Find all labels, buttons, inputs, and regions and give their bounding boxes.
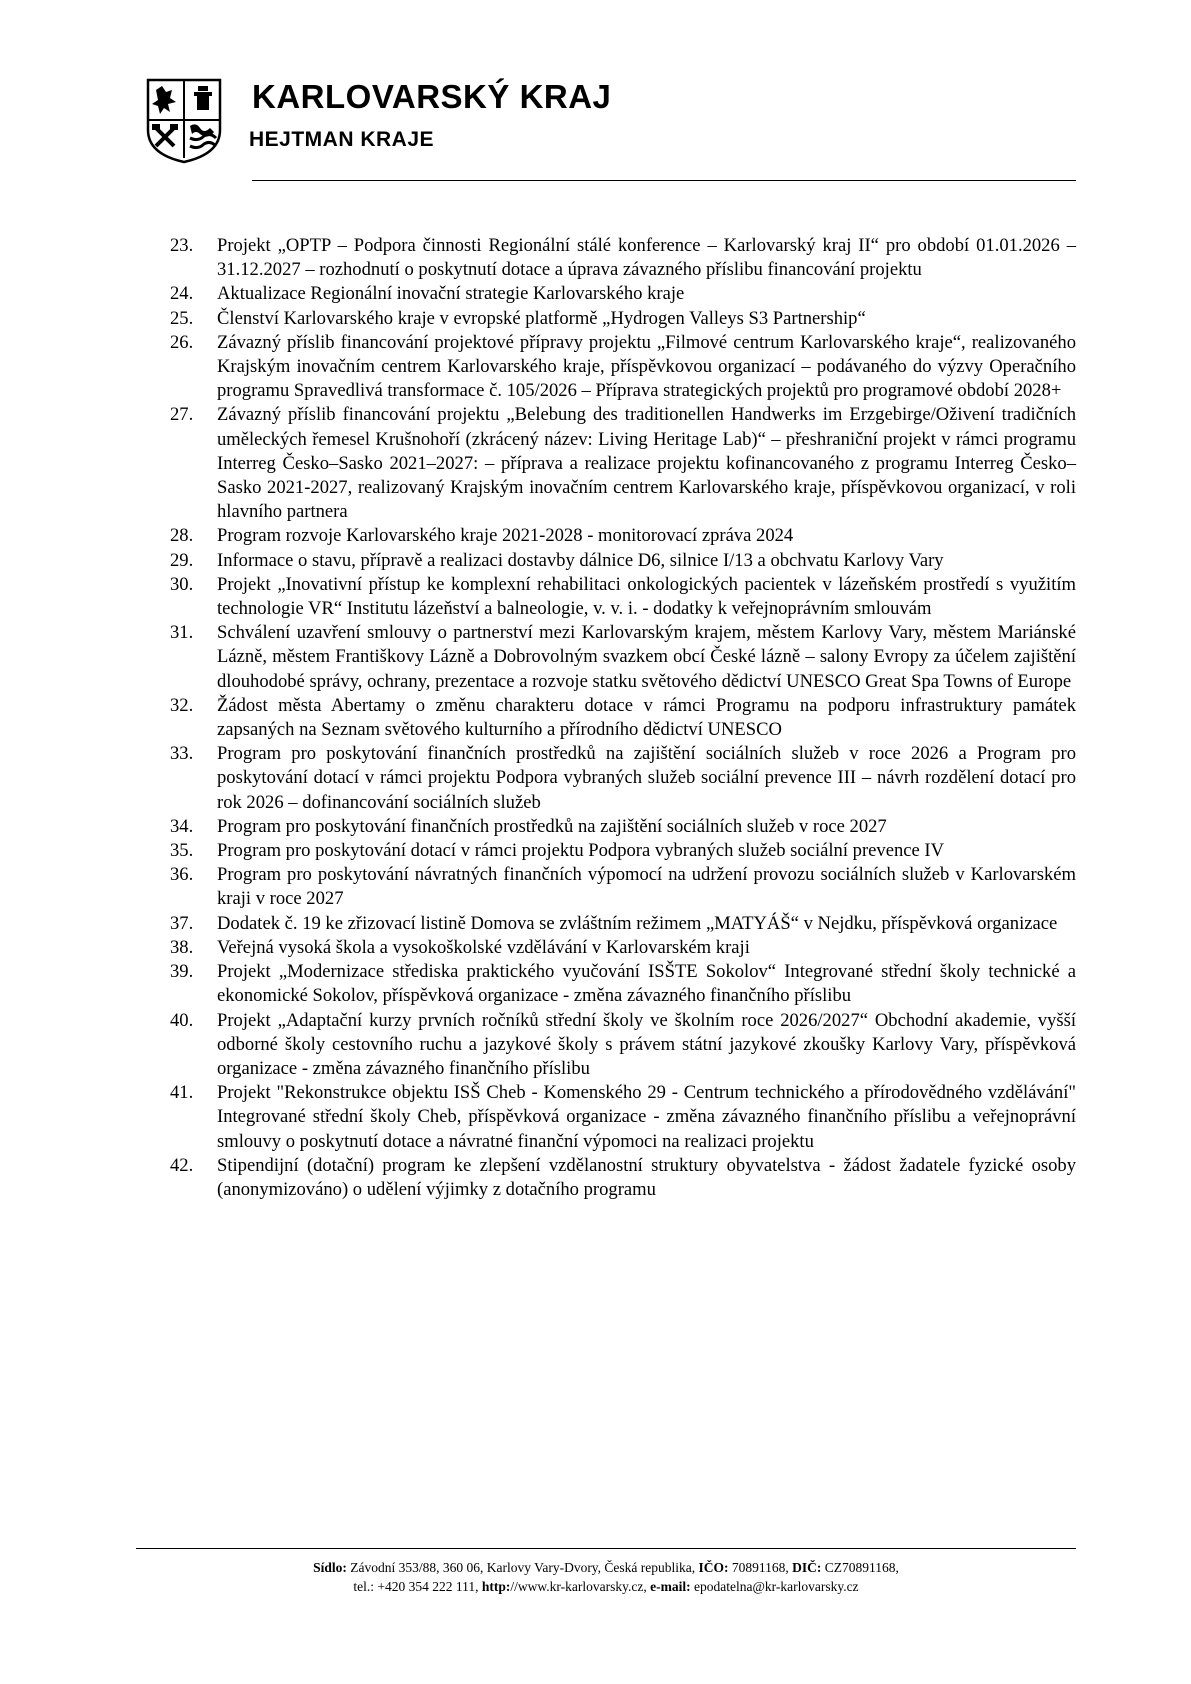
agenda-item-number: 33.	[170, 743, 194, 765]
agenda-item-text: Členství Karlovarského kraje v evropské platformě „Hydrogen Valleys S3 Partnership“	[217, 307, 866, 329]
agenda-item-text: Informace o stavu, přípravě a realizaci dostavby dálnice D6, silnice I/13 a obchvatu Karlovy Vary	[217, 549, 944, 571]
agenda-item-text: Projekt „Inovativní přístup ke komplexní rehabilitaci onkologických pacientek v lázeňském prostředí s využitím technologie VR“ Institutu lázeňství a balneologie, v. v. i. - dodatky k veřejnoprávním smlouvám	[217, 573, 1076, 620]
footer-email-label: e-mail:	[650, 1579, 691, 1594]
agenda-item-number: 32.	[170, 694, 194, 716]
agenda-item-text: Program pro poskytování dotací v rámci projektu Podpora vybraných služeb sociální prevence IV	[217, 840, 945, 862]
header-divider	[252, 180, 1076, 181]
footer-contact-line	[136, 1577, 1076, 1596]
agenda-item-text: Schválení uzavření smlouvy o partnerství mezi Karlovarským krajem, městem Karlovy Vary, městem Mariánské Lázně, městem Františkovy Lázně a Dobrovolným svazkem obcí České lázně – salony Evropy za účelem zajištění dlouhodobé správy, ochrany, prezentace a rozvoje statku světového dědictví UNESCO Great Spa Towns of Europe	[217, 622, 1076, 692]
agenda-item-text: Stipendijní (dotační) program ke zlepšení vzdělanostní struktury obyvatelstva - žádost žadatele fyzické osoby (anonymizováno) o udělení výjimky z dotačního programu	[217, 1154, 1076, 1200]
agenda-item-text: Projekt „Adaptační kurzy prvních ročníků střední školy ve školním roce 2026/2027“ Obchodní akademie, vyšší odborné školy cestovního ruchu a jazykové školy s právem státní jazykové zkoušky Karlovy Vary, příspěvková organizace - změna závazného finančního příslibu	[217, 1009, 1076, 1079]
footer-address: Závodní 353/88, 360 06, Karlovy Vary-Dvory, Česká republika,	[346, 1560, 699, 1575]
agenda-item	[170, 621, 1076, 694]
agenda-item-number: 23.	[170, 235, 194, 256]
agenda-item	[170, 1081, 1076, 1154]
agenda-item	[170, 936, 1076, 960]
agenda-item-number: 26.	[170, 331, 194, 353]
agenda-item	[170, 694, 1076, 742]
agenda-item	[170, 912, 1076, 936]
agenda-item	[170, 307, 1076, 331]
agenda-item-number: 34.	[170, 815, 194, 837]
agenda-item-text: Dodatek č. 19 ke zřizovací listině Domova se zvláštním režimem „MATYÁŠ“ v Nejdku, příspěvková organizace	[217, 912, 1058, 934]
agenda-item-number: 38.	[170, 936, 194, 958]
footer-address-line	[136, 1558, 1076, 1577]
footer-dic: CZ70891168,	[821, 1560, 899, 1575]
agenda-item-number: 35.	[170, 840, 194, 862]
footer-email: epodatelna@kr-karlovarsky.cz	[690, 1579, 859, 1594]
agenda-item-number: 39.	[170, 961, 194, 983]
agenda-item-number: 25.	[170, 307, 194, 329]
coat-of-arms-logo	[146, 78, 222, 164]
agenda-item-number: 30.	[170, 573, 194, 595]
agenda-item-text: Projekt "Rekonstrukce objektu ISŠ Cheb - Komenského 29 - Centrum technického a přírodovědného vzdělávání" Integrované střední školy Cheb, příspěvková organizace - změna závazného finančního příslibu a veřejnoprávní smlouvy o poskytnutí dotace a návratné finanční výpomoci na realizaci projektu	[217, 1082, 1076, 1152]
agenda-item-number: 28.	[170, 525, 194, 547]
footer-divider	[136, 1548, 1076, 1549]
agenda-item	[170, 1009, 1076, 1082]
agenda-item	[170, 863, 1076, 911]
agenda-item	[170, 742, 1076, 815]
agenda-item-number: 41.	[170, 1082, 194, 1104]
agenda-item-text: Závazný příslib financování projektu „Belebung des traditionellen Handwerks im Erzgebirge/Oživení tradičních uměleckých řemesel Krušnohoří (zkrácený název: Living Heritage Lab)“ – přeshraniční projekt v rámci programu Interreg Česko–Sasko 2021–2027: – příprava a realizace projektu kofinancovaného z programu Interreg Česko–Sasko 2021-2027, realizovaný Krajským inovačním centrem Karlovarského kraje, příspěvkovou organizací, v roli hlavního partnera	[217, 404, 1076, 523]
agenda-item	[170, 549, 1076, 573]
organization-title: KARLOVARSKÝ KRAJ	[252, 78, 612, 115]
agenda-item	[170, 815, 1076, 839]
footer-ico-label: IČO:	[698, 1560, 729, 1575]
agenda-item-number: 36.	[170, 864, 194, 886]
agenda-item	[170, 234, 1076, 282]
agenda-item-number: 27.	[170, 404, 194, 426]
footer	[136, 1558, 1076, 1596]
agenda-item-number: 42.	[170, 1154, 194, 1176]
footer-website: //www.kr-karlovarsky.cz,	[510, 1579, 651, 1594]
agenda-item-text: Projekt „OPTP – Podpora činnosti Regionální stálé konference – Karlovarský kraj II“ pro období 01.01.2026 – 31.12.2027 – rozhodnutí o poskytnutí dotace a úprava závazného příslibu financování projektu	[217, 235, 1076, 281]
agenda-item-text: Aktualizace Regionální inovační strategie Karlovarského kraje	[217, 283, 685, 305]
agenda-item	[170, 573, 1076, 621]
agenda-item-text: Veřejná vysoká škola a vysokoškolské vzdělávání v Karlovarském kraji	[217, 936, 750, 958]
agenda-item-number: 37.	[170, 912, 194, 934]
agenda-item-text: Program pro poskytování finančních prostředků na zajištění sociálních služeb v roce 2026 a Program pro poskytování dotací v rámci projektu Podpora vybraných služeb sociální prevence III – návrh rozdělení dotací pro rok 2026 – dofinancování sociálních služeb	[217, 743, 1076, 813]
footer-ico: 70891168,	[728, 1560, 793, 1575]
agenda-item-text: Program pro poskytování finančních prostředků na zajištění sociálních služeb v roce 2027	[217, 815, 887, 837]
agenda-item-text: Žádost města Abertamy o změnu charakteru dotace v rámci Programu na podporu infrastruktury památek zapsaných na Seznam světového kulturního a přírodního dědictví UNESCO	[217, 694, 1076, 741]
organization-subtitle: HEJTMAN KRAJE	[249, 128, 435, 151]
agenda-item	[170, 524, 1076, 548]
agenda-item	[170, 839, 1076, 863]
agenda-item-text: Projekt „Modernizace střediska praktického vyučování ISŠTE Sokolov“ Integrované střední školy technické a ekonomické Sokolov, příspěvková organizace - změna závazného finančního příslibu	[217, 961, 1076, 1007]
agenda-item	[170, 331, 1076, 404]
footer-sidlo-label: Sídlo:	[313, 1560, 347, 1575]
footer-dic-label: DIČ:	[792, 1560, 822, 1575]
agenda-item-number: 24.	[170, 283, 194, 305]
agenda-item-text: Program pro poskytování návratných finančních výpomocí na udržení provozu sociálních služeb v Karlovarském kraji v roce 2027	[217, 864, 1076, 910]
agenda-item	[170, 1154, 1076, 1202]
agenda-list	[170, 234, 1076, 1202]
agenda-item-number: 29.	[170, 549, 194, 571]
agenda-item-text: Závazný příslib financování projektové přípravy projektu „Filmové centrum Karlovarského kraje“, realizovaného Krajským inovačním centrem Karlovarského kraje, příspěvkovou organizací – podávaného do výzvy Operačního programu Spravedlivá transformace č. 105/2026 – Příprava strategických projektů pro programové období 2028+	[217, 331, 1076, 402]
agenda-item-number: 40.	[170, 1009, 194, 1031]
agenda-item-number: 31.	[170, 622, 194, 644]
agenda-item	[170, 403, 1076, 524]
footer-phone: tel.: +420 354 222 111,	[353, 1579, 482, 1594]
agenda-item-text: Program rozvoje Karlovarského kraje 2021-2028 - monitorovací zpráva 2024	[217, 525, 794, 547]
footer-http-label: http:	[481, 1579, 511, 1594]
agenda-item	[170, 960, 1076, 1008]
agenda-item	[170, 282, 1076, 306]
